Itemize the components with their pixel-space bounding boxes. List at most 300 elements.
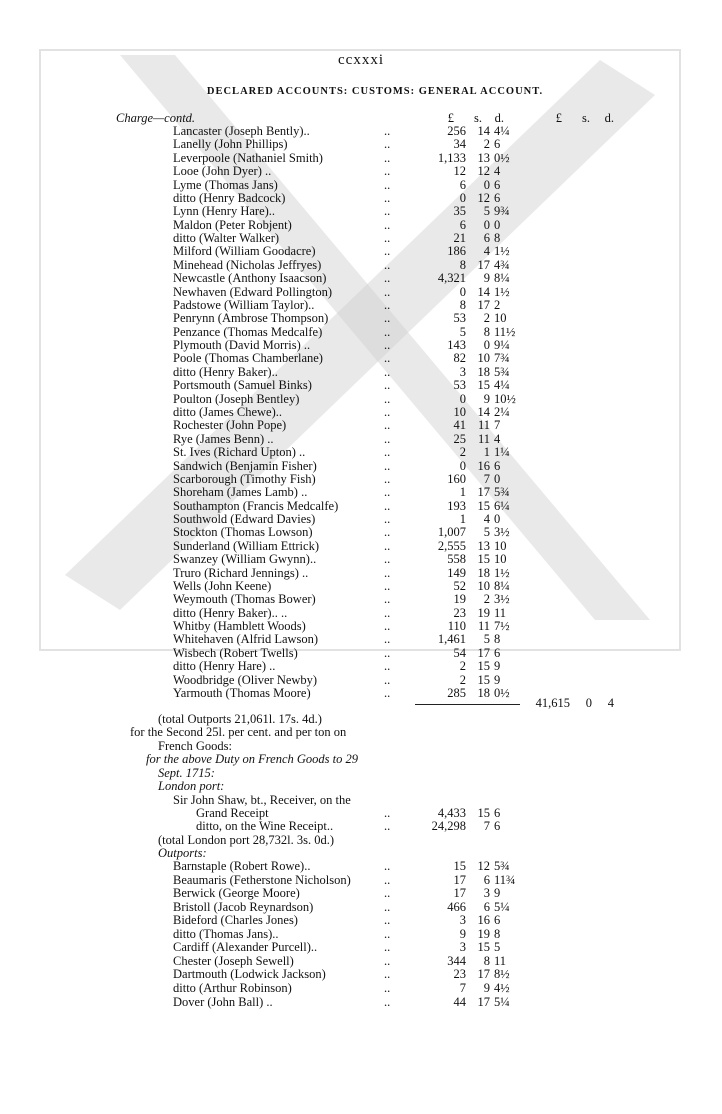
row-name: Rye (James Benn) .. [173, 431, 274, 446]
col-head-pence: d. [494, 111, 504, 125]
row-pence: 8½ [494, 967, 510, 982]
leader-dots: .. [384, 297, 391, 312]
sept-line: Sept. 1715: [158, 766, 215, 780]
leader-dots: .. [384, 364, 391, 379]
row-shillings: 8 [483, 324, 490, 339]
outports-label: Outports: [158, 846, 207, 860]
total-pence: 4 [607, 696, 614, 710]
row-pence: 10 [494, 311, 507, 326]
leader-dots: .. [384, 351, 391, 366]
leader-dots: .. [384, 872, 391, 887]
leader-dots: .. [384, 578, 391, 593]
row-pounds: 0 [459, 458, 466, 473]
row-shillings: 15 [477, 552, 490, 567]
row-pounds: 344 [447, 953, 466, 968]
row-pence: 0½ [494, 150, 510, 165]
row-name: Grand Receipt [196, 806, 269, 820]
leader-dots: .. [384, 619, 391, 634]
row-pounds: 2 [459, 672, 466, 687]
row-pence: 6¼ [494, 498, 510, 513]
row-shillings: 15 [477, 806, 490, 820]
right-col-head-shillings: s. [582, 111, 590, 125]
row-pence: 8 [494, 632, 501, 647]
row-shillings: 17 [477, 297, 490, 312]
leader-dots: .. [384, 244, 391, 259]
french-goods-line: French Goods: [158, 739, 232, 753]
row-pence: 4¾ [494, 257, 510, 272]
row-name: Whitehaven (Alfrid Lawson) [173, 632, 319, 647]
row-pence: 0 [494, 217, 501, 232]
row-pounds: 186 [447, 244, 466, 259]
leader-dots: .. [384, 311, 391, 326]
leader-dots: .. [384, 605, 391, 620]
row-pence: 5¾ [494, 485, 510, 500]
row-name: ditto (Henry Hare) .. [173, 659, 276, 674]
row-pounds: 3 [459, 913, 466, 928]
row-pounds: 6 [459, 217, 466, 232]
row-pounds: 17 [453, 872, 466, 887]
row-shillings: 17 [477, 485, 490, 500]
page-number: ccxxxi [338, 52, 384, 68]
row-pounds: 110 [447, 619, 466, 634]
row-pence: 10 [494, 538, 507, 553]
leader-dots: .. [384, 257, 391, 272]
row-pounds: 0 [459, 190, 466, 205]
row-pounds: 193 [447, 498, 466, 513]
row-pence: 7 [494, 418, 501, 433]
row-pounds: 256 [447, 124, 466, 138]
row-pence: 9 [494, 659, 501, 674]
row-pounds: 53 [453, 311, 466, 326]
row-pounds: 558 [447, 552, 466, 567]
receiver-line: Sir John Shaw, bt., Receiver, on the [173, 793, 351, 807]
above-duty-line: for the above Duty on French Goods to 29 [146, 752, 358, 766]
row-name: Sunderland (William Ettrick) [173, 538, 319, 553]
leader-dots: .. [384, 926, 391, 941]
row-pounds: 21 [453, 231, 466, 246]
leader-dots: .. [384, 498, 391, 513]
row-name: ditto (James Chewe).. [173, 404, 283, 419]
leader-dots: .. [384, 994, 391, 1009]
row-pence: 2 [494, 297, 501, 312]
row-shillings: 3 [483, 886, 490, 901]
total-shillings: 0 [585, 696, 592, 710]
leader-dots: .. [384, 445, 391, 460]
leader-dots: .. [384, 859, 391, 873]
row-pence: 4 [494, 164, 501, 179]
row-shillings: 0 [483, 217, 490, 232]
row-shillings: 4 [483, 512, 490, 527]
row-pence: 5¾ [494, 859, 510, 873]
row-shillings: 5 [483, 525, 490, 540]
row-pence: 1¼ [494, 445, 510, 460]
row-name: ditto (Walter Walker) [173, 231, 280, 246]
row-name: St. Ives (Richard Upton) .. [173, 445, 306, 460]
row-pence: 6 [494, 190, 501, 205]
row-shillings: 14 [477, 404, 490, 419]
watermark-frame [40, 50, 680, 650]
row-pence: 6 [494, 458, 501, 473]
leader-dots: .. [384, 404, 391, 419]
row-shillings: 10 [477, 351, 490, 366]
row-pence: 2¼ [494, 404, 510, 419]
row-name: Milford (William Goodacre) [173, 244, 316, 259]
row-name: ditto (Henry Badcock) [173, 190, 286, 205]
row-shillings: 11 [477, 431, 490, 446]
charge-label: Charge—contd. [116, 111, 196, 125]
leader-dots: .. [384, 632, 391, 647]
row-shillings: 7 [483, 819, 490, 834]
row-pounds: 8 [459, 257, 466, 272]
row-pence: 9¾ [494, 204, 510, 219]
row-pence: 4 [494, 431, 501, 446]
row-pounds: 41 [453, 418, 466, 433]
row-shillings: 18 [477, 685, 490, 700]
leader-dots: .. [384, 685, 391, 700]
row-name: Whitby (Hamblett Woods) [173, 619, 306, 634]
row-pounds: 285 [447, 685, 466, 700]
row-pounds: 149 [447, 565, 466, 580]
row-name: Southampton (Francis Medcalfe) [173, 498, 339, 513]
leader-dots: .. [384, 592, 391, 607]
row-name: Lynn (Henry Hare).. [173, 204, 276, 219]
row-name: Swanzey (William Gwynn).. [173, 552, 317, 567]
row-name: ditto (Thomas Jans).. [173, 926, 279, 941]
running-header: DECLARED ACCOUNTS: CUSTOMS: GENERAL ACCOUNT. [206, 86, 544, 97]
row-shillings: 12 [477, 859, 490, 873]
row-shillings: 15 [477, 672, 490, 687]
leader-dots: .. [384, 967, 391, 982]
row-pence: 7½ [494, 619, 510, 634]
row-shillings: 12 [477, 190, 490, 205]
leader-dots: .. [384, 124, 391, 138]
row-name: Yarmouth (Thomas Moore) [173, 685, 311, 700]
row-pence: 8¼ [494, 578, 510, 593]
row-pence: 9 [494, 886, 501, 901]
row-pence: 11 [494, 953, 507, 968]
row-shillings: 15 [477, 378, 490, 393]
row-shillings: 17 [477, 645, 490, 660]
leader-dots: .. [384, 164, 391, 179]
row-name: Bideford (Charles Jones) [173, 913, 298, 928]
row-pounds: 25 [453, 431, 466, 446]
row-pounds: 12 [453, 164, 466, 179]
leader-dots: .. [384, 284, 391, 299]
row-pounds: 53 [453, 378, 466, 393]
leader-dots: .. [384, 552, 391, 567]
row-shillings: 14 [477, 124, 490, 138]
row-pence: 11¾ [494, 872, 516, 887]
row-name: Chester (Joseph Sewell) [173, 953, 294, 968]
row-name: Bristoll (Jacob Reynardson) [173, 899, 314, 914]
row-pounds: 54 [453, 645, 466, 660]
row-pounds: 2 [459, 445, 466, 460]
leader-dots: .. [384, 177, 391, 192]
row-name: Newcastle (Anthony Isaacson) [173, 271, 327, 286]
row-pounds: 466 [447, 899, 466, 914]
leader-dots: .. [384, 953, 391, 968]
total-rule [415, 704, 520, 705]
row-shillings: 15 [477, 940, 490, 955]
row-name: Maldon (Peter Robjent) [173, 217, 292, 232]
row-shillings: 7 [483, 471, 490, 486]
row-pence: 6 [494, 913, 501, 928]
row-shillings: 18 [477, 565, 490, 580]
leader-dots: .. [384, 940, 391, 955]
row-pounds: 6 [459, 177, 466, 192]
row-name: Woodbridge (Oliver Newby) [173, 672, 318, 687]
leader-dots: .. [384, 418, 391, 433]
row-name: Lanelly (John Phillips) [173, 137, 288, 152]
row-pence: 0 [494, 512, 501, 527]
row-pounds: 1,133 [437, 150, 466, 165]
second-duty-line: for the Second 25l. per cent. and per ton on [130, 725, 347, 739]
row-pence: 0 [494, 471, 501, 486]
row-pence: 7¾ [494, 351, 510, 366]
row-shillings: 19 [477, 926, 490, 941]
row-pounds: 24,298 [431, 819, 466, 834]
row-pounds: 4,321 [437, 271, 466, 286]
leader-dots: .. [384, 204, 391, 219]
row-pounds: 19 [453, 592, 466, 607]
leader-dots: .. [384, 471, 391, 486]
row-shillings: 15 [477, 659, 490, 674]
row-shillings: 2 [483, 592, 490, 607]
row-pence: 6 [494, 137, 501, 152]
row-name: Penzance (Thomas Medcalfe) [173, 324, 323, 339]
row-shillings: 19 [477, 605, 490, 620]
row-shillings: 4 [483, 244, 490, 259]
leader-dots: .. [384, 150, 391, 165]
row-pence: 6 [494, 645, 501, 660]
row-name: Poole (Thomas Chamberlane) [173, 351, 323, 366]
row-shillings: 15 [477, 498, 490, 513]
row-pence: 5¼ [494, 994, 510, 1009]
row-name: Portsmouth (Samuel Binks) [173, 378, 312, 393]
row-name: Wisbech (Robert Twells) [173, 645, 298, 660]
leader-dots: .. [384, 672, 391, 687]
row-name: Lyme (Thomas Jans) [173, 177, 278, 192]
leader-dots: .. [384, 217, 391, 232]
row-shillings: 17 [477, 994, 490, 1009]
row-pence: 5 [494, 940, 501, 955]
row-pounds: 8 [459, 297, 466, 312]
total-pounds: 41,615 [535, 696, 570, 710]
row-pounds: 3 [459, 940, 466, 955]
row-pence: 10½ [494, 391, 516, 406]
row-shillings: 12 [477, 164, 490, 179]
leader-dots: .. [384, 980, 391, 995]
row-shillings: 2 [483, 137, 490, 152]
row-shillings: 9 [483, 271, 490, 286]
row-pounds: 1,461 [437, 632, 466, 647]
row-name: Penrynn (Ambrose Thompson) [173, 311, 329, 326]
row-pence: 0½ [494, 685, 510, 700]
row-name: Sandwich (Benjamin Fisher) [173, 458, 317, 473]
row-name: Dover (John Ball) .. [173, 994, 273, 1009]
row-pounds: 5 [459, 324, 466, 339]
col-head-shillings: s. [474, 111, 482, 125]
leader-dots: .. [384, 565, 391, 580]
row-name: Beaumaris (Fetherstone Nicholson) [173, 872, 351, 887]
row-name: Dartmouth (Lodwick Jackson) [173, 967, 326, 982]
london-port-label: London port: [158, 779, 225, 793]
row-pence: 6 [494, 177, 501, 192]
row-pounds: 52 [453, 578, 466, 593]
row-pence: 4¼ [494, 378, 510, 393]
row-pence: 9¼ [494, 338, 510, 353]
leader-dots: .. [384, 512, 391, 527]
row-shillings: 6 [483, 231, 490, 246]
row-shillings: 16 [477, 458, 490, 473]
row-pounds: 2,555 [437, 538, 466, 553]
row-name: Stockton (Thomas Lowson) [173, 525, 313, 540]
right-col-head-pence: d. [604, 111, 614, 125]
row-name: Leverpoole (Nathaniel Smith) [173, 150, 323, 165]
row-pence: 3½ [494, 592, 510, 607]
row-shillings: 2 [483, 311, 490, 326]
leader-dots: .. [384, 538, 391, 553]
leader-dots: .. [384, 659, 391, 674]
row-pounds: 160 [447, 471, 466, 486]
row-shillings: 0 [483, 177, 490, 192]
row-pence: 6 [494, 819, 501, 834]
leader-dots: .. [384, 338, 391, 353]
row-shillings: 9 [483, 980, 490, 995]
leader-dots: .. [384, 190, 391, 205]
row-name: Rochester (John Pope) [173, 418, 287, 433]
row-shillings: 6 [483, 872, 490, 887]
row-pence: 5¼ [494, 899, 510, 914]
row-name: Newhaven (Edward Pollington) [173, 284, 332, 299]
row-shillings: 8 [483, 953, 490, 968]
row-pence: 10 [494, 552, 507, 567]
row-name: Lancaster (Joseph Bently).. [173, 124, 310, 138]
row-shillings: 6 [483, 899, 490, 914]
col-head-pounds: £ [447, 111, 454, 125]
row-name: Southwold (Edward Davies) [173, 512, 316, 527]
row-shillings: 11 [477, 619, 490, 634]
row-pence: 11 [494, 605, 507, 620]
row-shillings: 17 [477, 967, 490, 982]
row-pence: 8 [494, 231, 501, 246]
leader-dots: .. [384, 913, 391, 928]
row-pounds: 1 [459, 485, 466, 500]
row-pounds: 23 [453, 605, 466, 620]
leader-dots: .. [384, 231, 391, 246]
leader-dots: .. [384, 819, 391, 834]
row-pence: 1½ [494, 244, 510, 259]
row-name: Poulton (Joseph Bentley) [173, 391, 300, 406]
row-shillings: 16 [477, 913, 490, 928]
row-pounds: 2 [459, 659, 466, 674]
row-pence: 6 [494, 806, 501, 820]
leader-dots: .. [384, 431, 391, 446]
leader-dots: .. [384, 886, 391, 901]
row-pounds: 17 [453, 886, 466, 901]
row-name: Looe (John Dyer) .. [173, 164, 272, 179]
row-pounds: 4,433 [437, 806, 466, 820]
row-name: Berwick (George Moore) [173, 886, 300, 901]
row-name: ditto, on the Wine Receipt.. [196, 819, 334, 834]
row-shillings: 13 [477, 150, 490, 165]
row-name: ditto (Arthur Robinson) [173, 980, 292, 995]
row-pence: 1½ [494, 284, 510, 299]
row-name: Minehead (Nicholas Jeffryes) [173, 257, 322, 272]
leader-dots: .. [384, 645, 391, 660]
row-pence: 4¼ [494, 124, 510, 138]
row-shillings: 17 [477, 257, 490, 272]
row-shillings: 14 [477, 284, 490, 299]
row-shillings: 1 [483, 445, 490, 460]
leader-dots: .. [384, 391, 391, 406]
row-pounds: 35 [453, 204, 466, 219]
row-name: Scarborough (Timothy Fish) [173, 471, 316, 486]
row-pence: 3½ [494, 525, 510, 540]
row-pence: 9 [494, 672, 501, 687]
leader-dots: .. [384, 806, 391, 820]
row-shillings: 5 [483, 204, 490, 219]
watermark-band-2 [65, 60, 655, 610]
row-shillings: 0 [483, 338, 490, 353]
row-shillings: 11 [477, 418, 490, 433]
row-name: Weymouth (Thomas Bower) [173, 592, 316, 607]
row-pounds: 1,007 [437, 525, 466, 540]
row-pounds: 23 [453, 967, 466, 982]
row-name: ditto (Henry Baker).. .. [173, 605, 288, 620]
leader-dots: .. [384, 271, 391, 286]
row-pence: 5¾ [494, 364, 510, 379]
row-name: Barnstaple (Robert Rowe).. [173, 859, 311, 873]
row-pounds: 0 [459, 284, 466, 299]
leader-dots: .. [384, 485, 391, 500]
total-outports-note: (total Outports 21,061l. 17s. 4d.) [158, 712, 322, 726]
total-london-note: (total London port 28,732l. 3s. 0d.) [158, 833, 335, 847]
row-name: Truro (Richard Jennings) .. [173, 565, 309, 580]
row-pounds: 143 [447, 338, 466, 353]
row-pence: 1½ [494, 565, 510, 580]
row-name: Shoreham (James Lamb) .. [173, 485, 308, 500]
leader-dots: .. [384, 525, 391, 540]
row-pounds: 82 [453, 351, 466, 366]
leader-dots: .. [384, 899, 391, 914]
row-name: Cardiff (Alexander Purcell).. [173, 940, 318, 955]
leader-dots: .. [384, 458, 391, 473]
row-pence: 8¼ [494, 271, 510, 286]
row-pounds: 44 [453, 994, 466, 1009]
row-pounds: 10 [453, 404, 466, 419]
row-pounds: 34 [453, 137, 466, 152]
row-pounds: 0 [459, 391, 466, 406]
leader-dots: .. [384, 378, 391, 393]
row-pounds: 7 [459, 980, 466, 995]
row-name: Plymouth (David Morris) .. [173, 338, 311, 353]
row-pence: 8 [494, 926, 501, 941]
right-col-head-pounds: £ [555, 111, 562, 125]
row-name: Wells (John Keene) [173, 578, 272, 593]
row-name: Padstowe (William Taylor).. [173, 297, 315, 312]
row-shillings: 13 [477, 538, 490, 553]
row-shillings: 18 [477, 364, 490, 379]
row-pence: 11½ [494, 324, 516, 339]
row-shillings: 5 [483, 632, 490, 647]
leader-dots: .. [384, 137, 391, 152]
row-name: ditto (Henry Baker).. [173, 364, 278, 379]
row-pounds: 9 [459, 926, 466, 941]
row-shillings: 9 [483, 391, 490, 406]
row-pounds: 1 [459, 512, 466, 527]
row-pounds: 15 [453, 859, 466, 873]
